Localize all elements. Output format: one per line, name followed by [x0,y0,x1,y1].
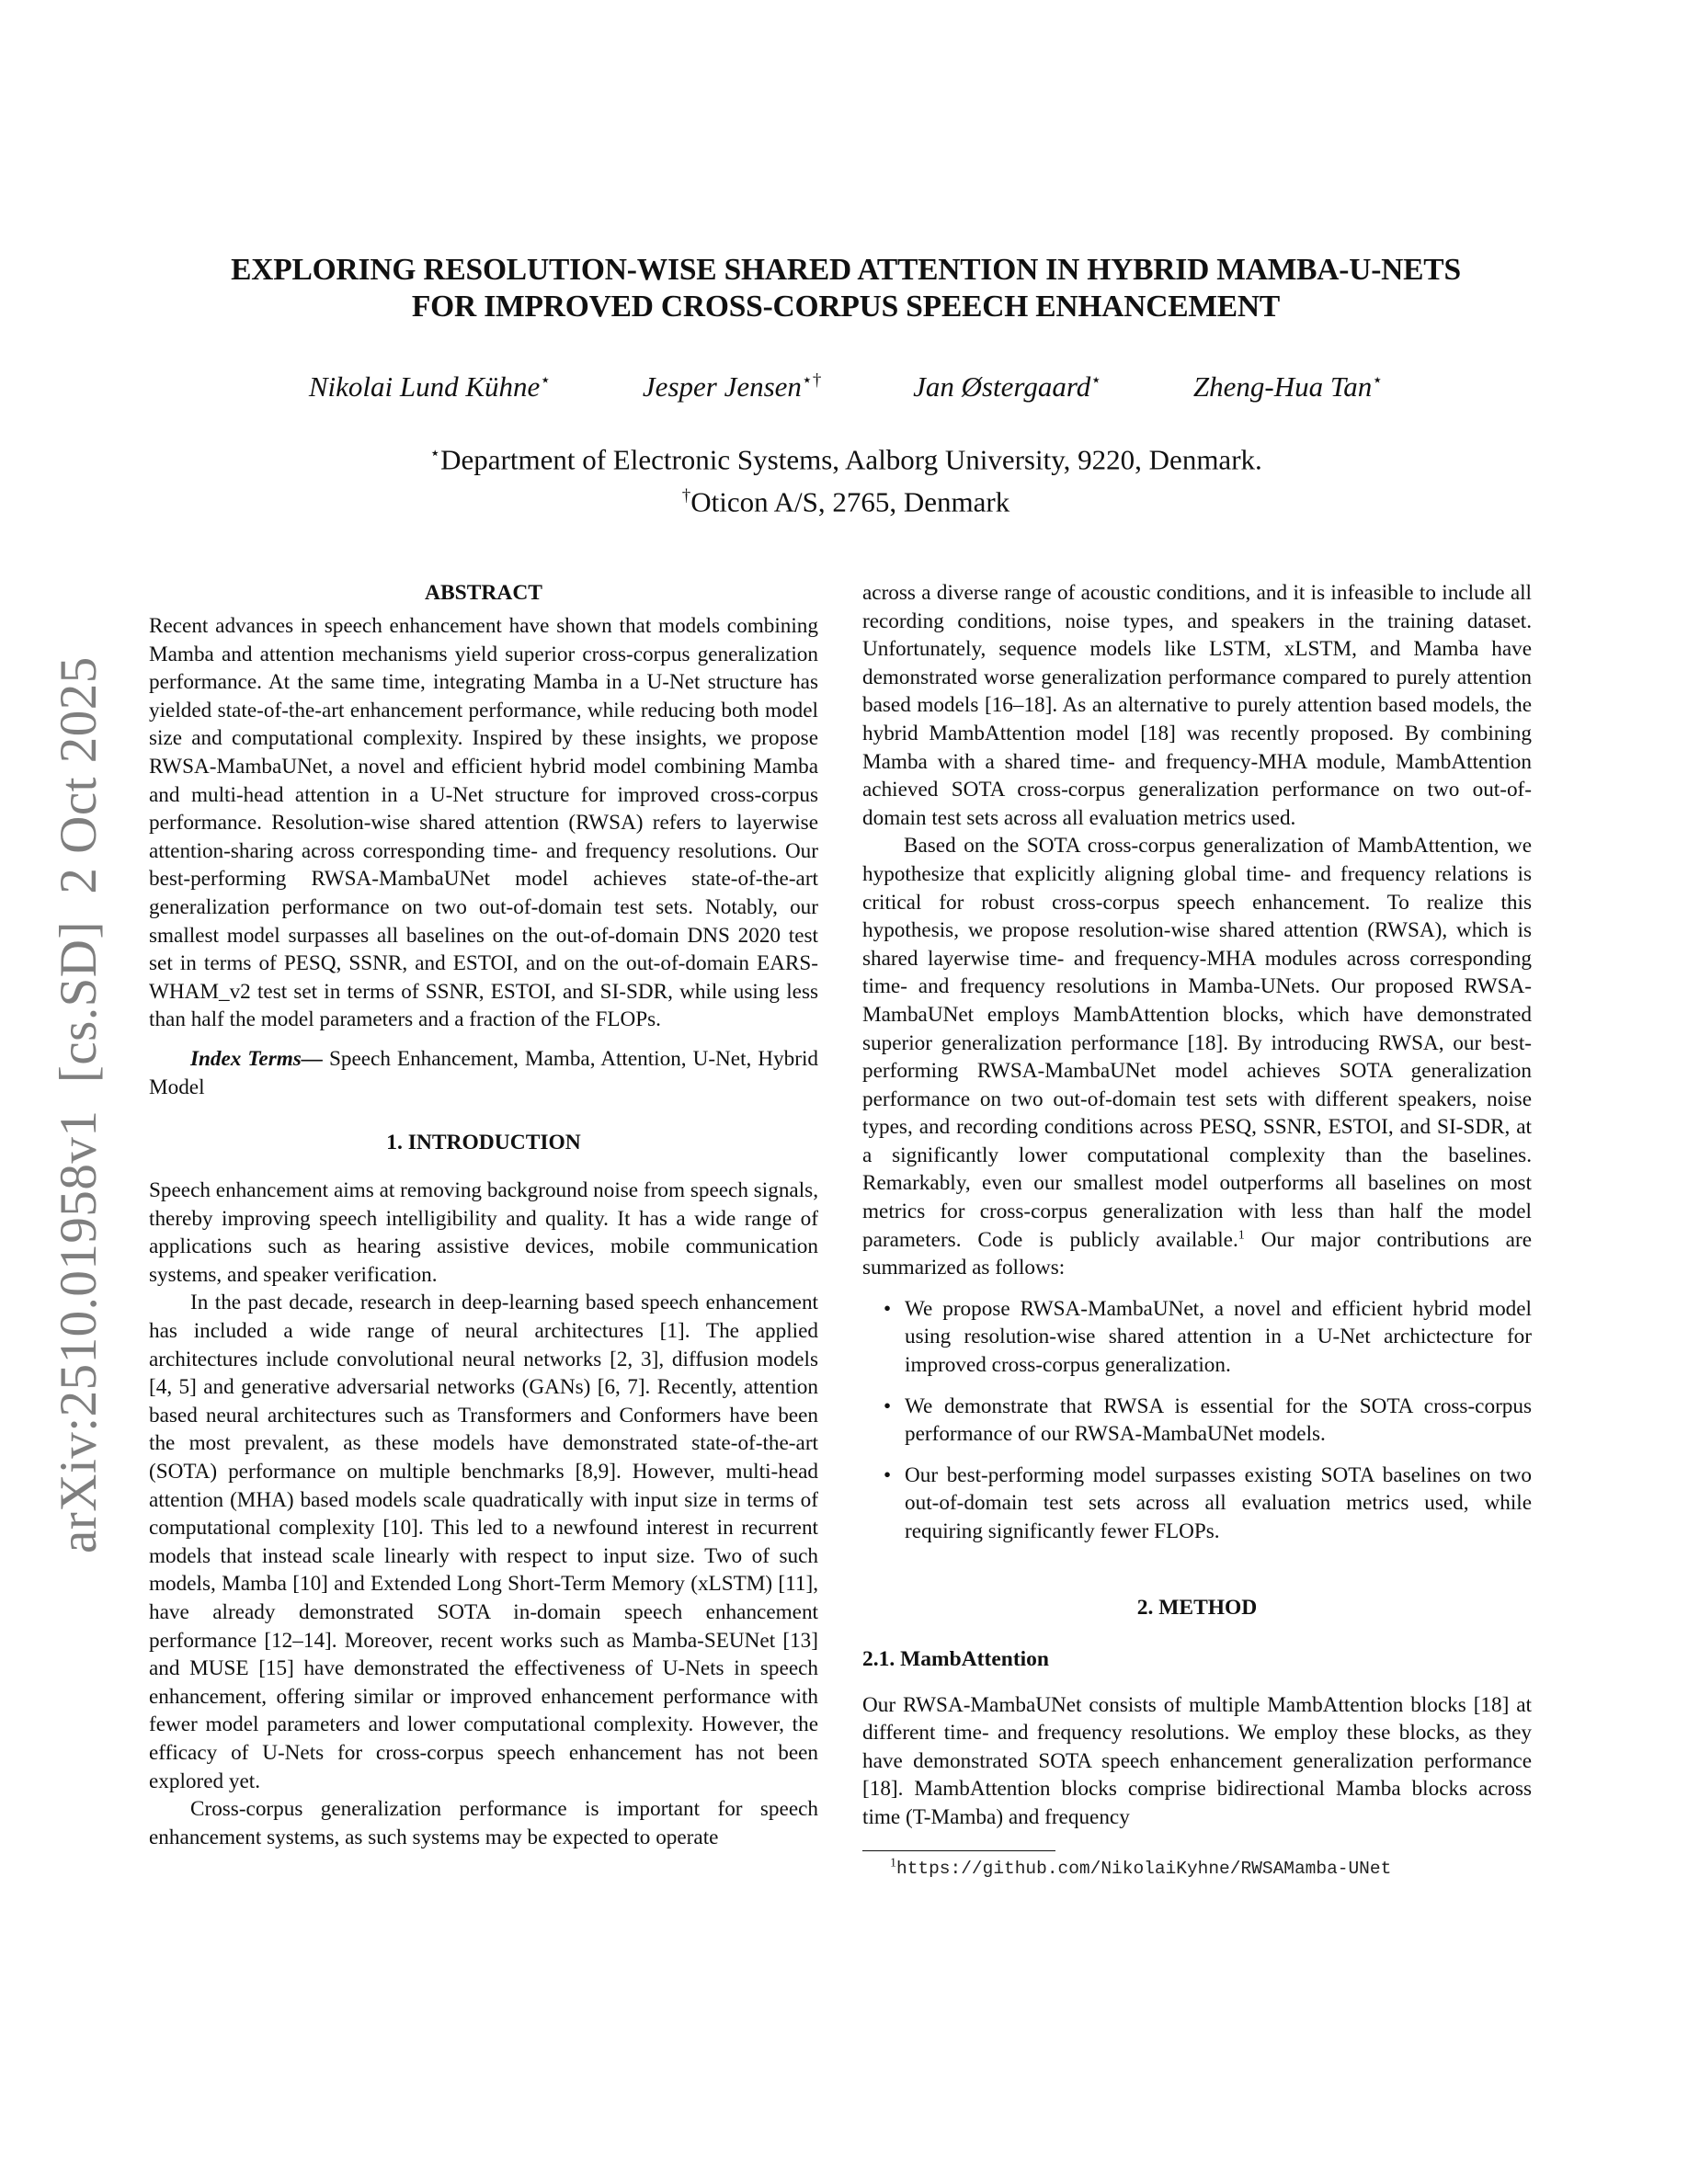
method-paragraph: Our RWSA-MambaUNet consists of multiple MambAttention blocks [18] at different time- and frequency resolutions. We employ these blocks, as they have demonstrated SOTA speech enhancement generalization performance [18]. MambAttention blocks comprise bidirectional Mamba blocks across time (T-Mamba) and frequency [862,1692,1532,1829]
footnote [862,1857,1532,1881]
intro-paragraph: Speech enhancement aims at removing background noise from speech signals, thereby improving speech intelligibility and quality. It has a wide range of applications such as hearing assistive devices, mobile communication systems, and speaker verification. [149,1178,818,1287]
footnote-divider [862,1850,1055,1851]
subsection-heading: 2.1. MambAttention [862,1646,1049,1671]
author: Jan Østergaard⋆ [913,370,1102,404]
affiliation: ⋆Department of Electronic Systems, Aalborg University, 9220, Denmark. [429,443,1262,476]
method-heading: 2. METHOD [1136,1595,1258,1620]
contribution-item: • We demonstrate that RWSA is essential for the SOTA cross-corpus performance of our RWSA-MambaUNet models. [905,1393,1532,1449]
paper-title [138,252,1554,325]
left-column [149,579,818,1851]
intro-paragraph: Cross-corpus generalization performance is important for speech enhancement systems, as such systems may be expected to operate [149,1797,818,1849]
footnote-link[interactable]: https://github.com/NikolaiKyhne/RWSAMamba-UNet [896,1858,1392,1879]
contribution-item: • We propose RWSA-MambaUNet, a novel and efficient hybrid model using resolution-wise shared attention in a U-Net archictecture for improved cross-corpus generalization. [905,1295,1532,1380]
index-terms: Index Terms— Speech Enhancement, Mamba, Attention, U-Net, Hybrid Model [149,1046,818,1099]
right-column [862,579,1532,1881]
author-list [138,363,1554,405]
title-line-1: EXPLORING RESOLUTION-WISE SHARED ATTENTION IN HYBRID MAMBA-U-NETS [231,253,1461,287]
affiliation: †Oticon A/S, 2765, Denmark [681,485,1010,518]
contributions-list [862,1295,1532,1546]
title-line-2: FOR IMPROVED CROSS-CORPUS SPEECH ENHANCEMENT [411,290,1281,324]
author: Nikolai Lund Kühne⋆ [308,370,552,404]
contribution-item: • Our best-performing model surpasses existing SOTA baselines on two out-of-domain test sets across all evaluation metrics used, while requiring significantly fewer FLOPs. [905,1462,1532,1546]
intro-paragraph: Based on the SOTA cross-corpus generalization of MambAttention, we hypothesize that explicitly aligning global time- and frequency relations is critical for robust cross-corpus speech enhancement. To realize this hypothesis, we propose resolution-wise shared attention (RWSA), which is shared layerwise time- and frequency-MHA modules across corresponding time- and frequency resolutions in Mamba-UNets. Our proposed RWSA-MambaUNet employs MambAttention blocks, which have demonstrated superior generalization performance [18]. By introducing RWSA, our best-performing RWSA-MambaUNet model achieves SOTA generalization performance on two out-of-domain test sets with different speakers, noise types, and recording conditions across PESQ, SSNR, ESTOI, and SI-SDR, at a significantly lower computational complexity than the baselines. Remarkably, even our smallest model outperforms all baselines on most metrics for cross-corpus generalization with less than half the model parameters. Code is publicly available.$^1$ Our major contributions are summarized as follows: [862,834,1532,1280]
index-terms-label: Index Terms— [190,1046,323,1071]
arxiv-stamp: arXiv:2510.01958v1 [cs.SD] 2 Oct 2025 [50,656,108,1553]
author: Zheng-Hua Tan⋆ [1192,370,1384,404]
footnote-ref[interactable]: 1 [1237,1227,1245,1242]
abstract-heading: ABSTRACT [425,581,542,605]
footnote-mark: 1 [890,1856,896,1871]
intro-heading: 1. INTRODUCTION [386,1131,581,1155]
abstract-body: Recent advances in speech enhancement have shown that models combining Mamba and attention mechanisms yield superior cross-corpus generalization performance. At the same time, integrating Mamba in a U-Net structure has yielded state-of-the-art enhancement performance, while reducing both model size and computational complexity. Inspired by these insights, we propose RWSA-MambaUNet, a novel and efficient hybrid model combining Mamba and multi-head attention in a U-Net structure for improved cross-corpus performance. Resolution-wise shared attention (RWSA) refers to layerwise attention-sharing across corresponding time- and frequency resolutions. Our best-performing RWSA-MambaUNet model achieves state-of-the-art generalization performance on two out-of-domain test sets. Notably, our smallest model surpasses all baselines on the out-of-domain DNS 2020 test set in terms of PESQ, SSNR, and ESTOI, and on the out-of-domain EARS-WHAM_v2 test set in terms of SSNR, ESTOI, and SI-SDR, while using less than half the model parameters and a fraction of the FLOPs. [149,614,818,1032]
intro-paragraph: across a diverse range of acoustic conditions, and it is infeasible to include all recording conditions, noise types, and speakers in the training dataset. Unfortunately, sequence models like LSTM, xLSTM, and Mamba have demonstrated worse generalization performance compared to purely attention based models [16–18]. As an alternative to purely attention based models, the hybrid MambAttention model [18] was recently proposed. By combining Mamba with a shared time- and frequency-MHA module, MambAttention achieved SOTA cross-corpus generalization performance on two out-of-domain test sets across all evaluation metrics used. [862,581,1532,830]
author: Jesper Jensen⋆† [642,370,822,404]
affiliations [138,436,1554,521]
intro-paragraph: In the past decade, research in deep-learning based speech enhancement has included a wide range of neural architectures [1]. The applied architectures include convolutional neural networks [2, 3], diffusion models [4, 5] and generative adversarial networks (GANs) [6, 7]. Recently, attention based neural architectures such as Transformers and Conformers have been the most prevalent, as these models have demonstrated state-of-the-art (SOTA) performance on multiple benchmarks [8,9]. However, multi-head attention (MHA) based models scale quadratically with input size in terms of computational complexity [10]. This led to a newfound interest in recurrent models that instead scale linearly with respect to input size. Two of such models, Mamba [10] and Extended Long Short-Term Memory (xLSTM) [11], have already demonstrated SOTA in-domain speech enhancement performance [12–14]. Moreover, recent works such as Mamba-SEUNet [13] and MUSE [15] have demonstrated the effectiveness of U-Nets in speech enhancement, offering similar or improved enhancement performance with fewer model parameters and lower computational complexity. However, the efficacy of U-Nets for cross-corpus speech enhancement has not been explored yet. [149,1291,818,1793]
